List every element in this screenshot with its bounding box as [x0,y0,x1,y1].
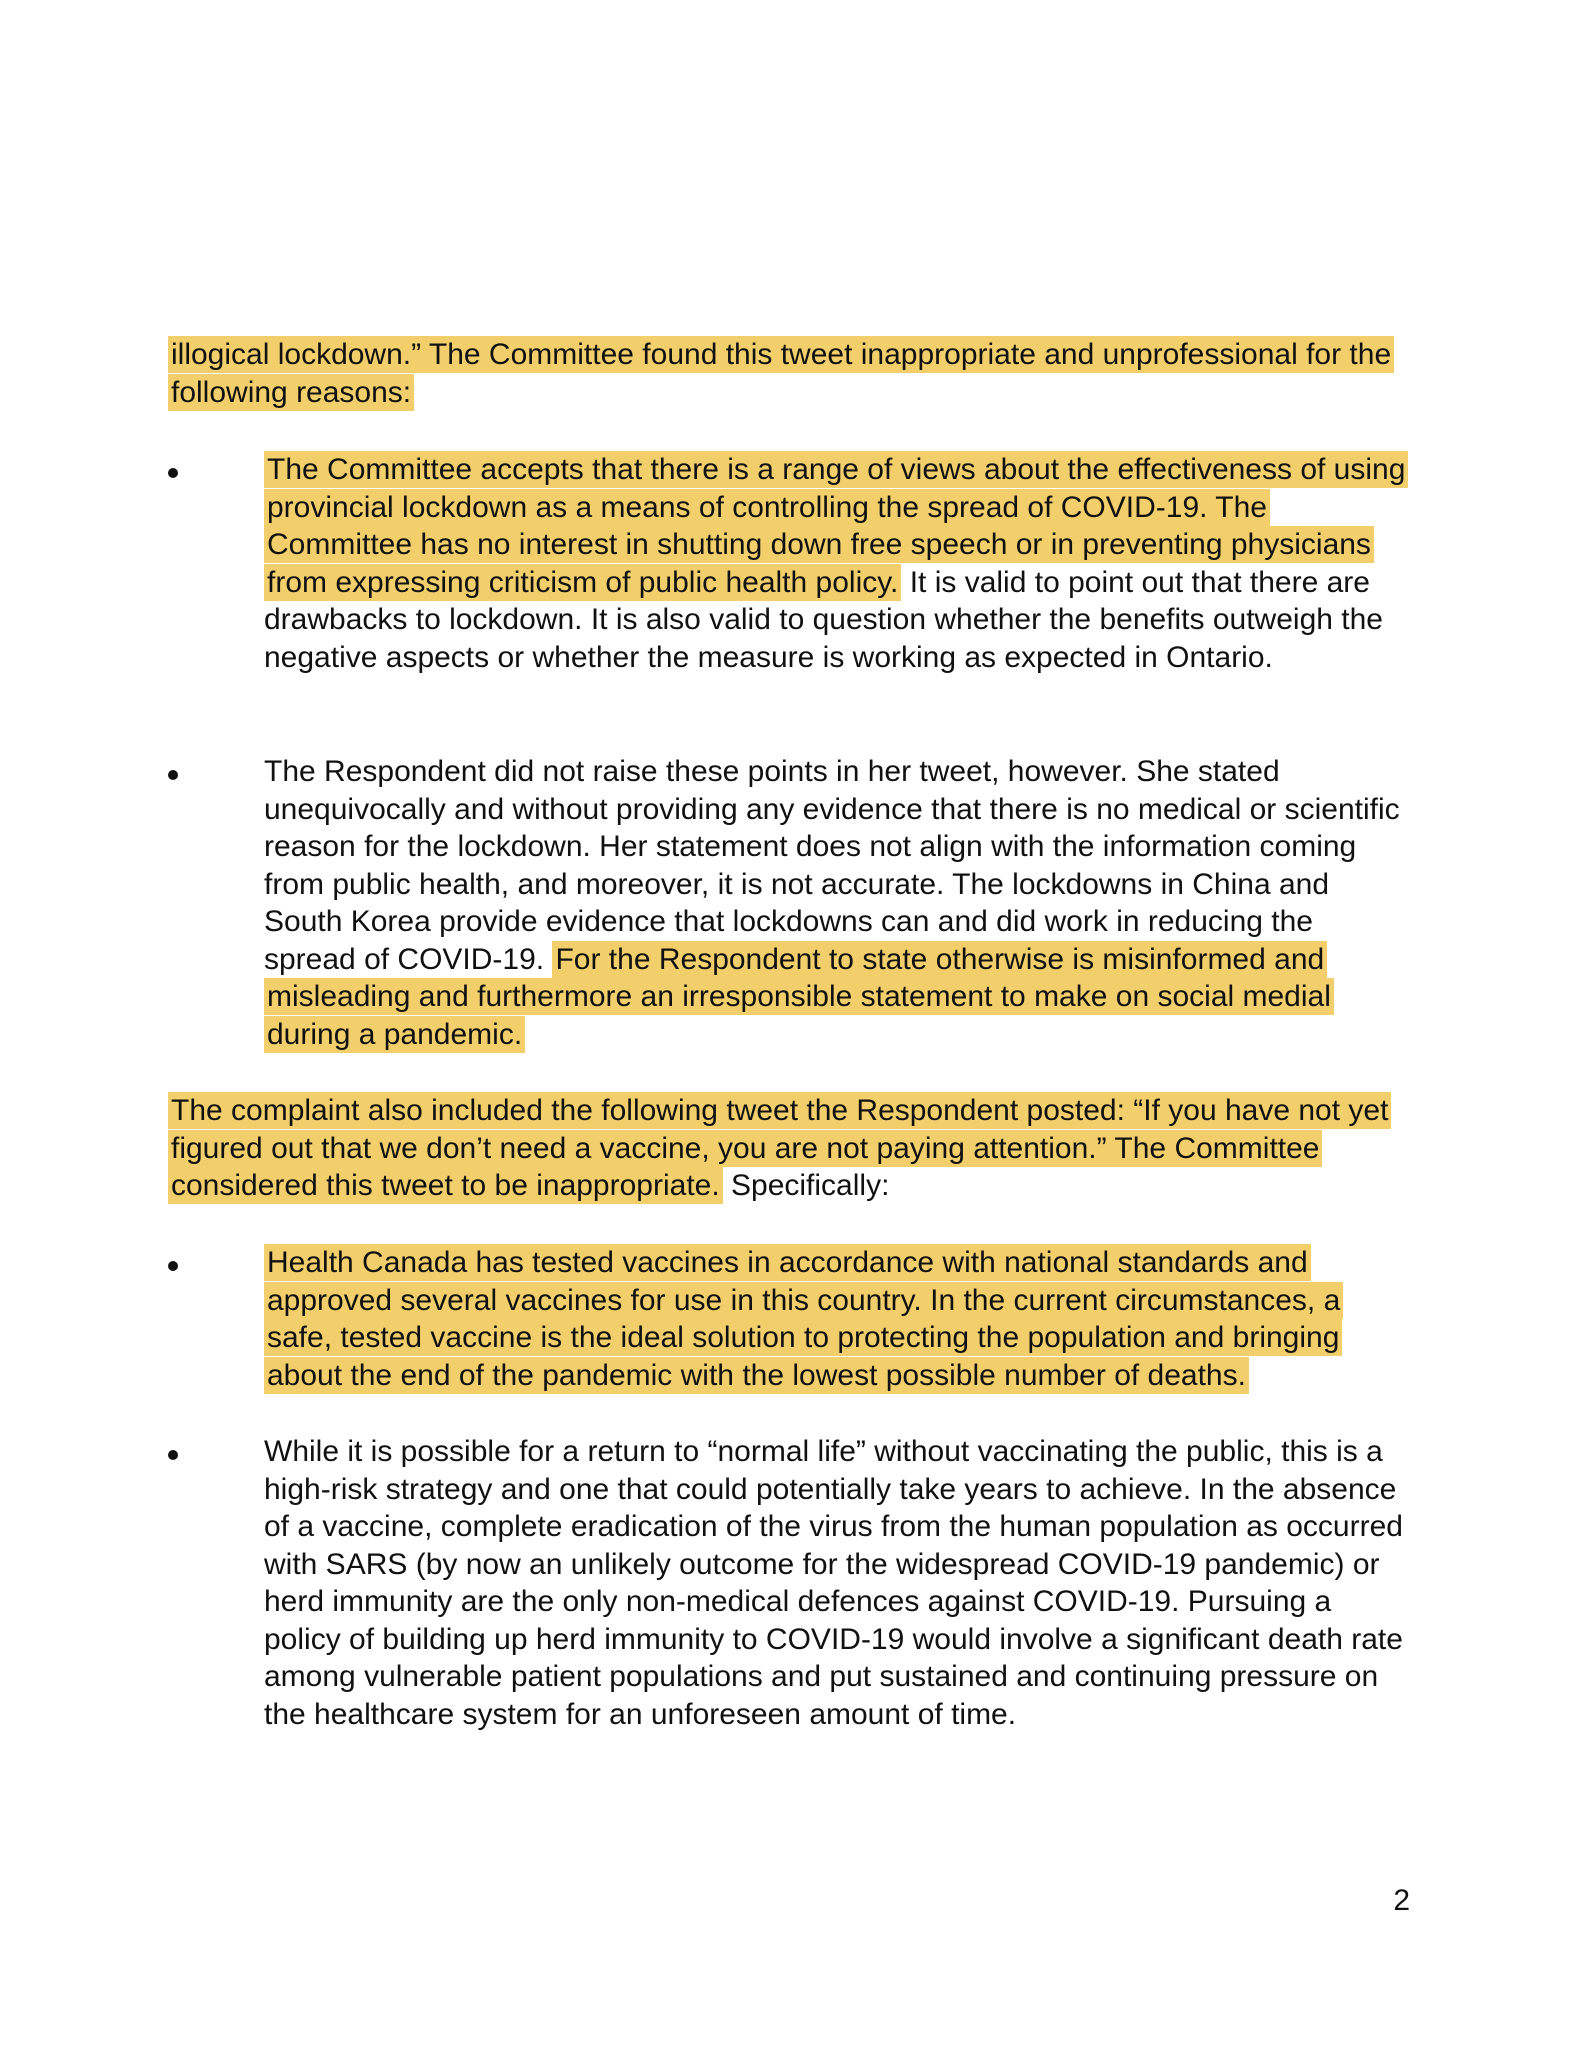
highlighted-text: The Committee accepts that there is a range of views about the effectiveness of using provincial lockdown as a means of controlling the spread of COVID-19. The Committee has no interest in shutting down free speech or in preventing physicians from expressing criticism of public health policy. [264,451,1408,601]
list-item-text [264,451,1412,676]
highlighted-text: The complaint also included the following tweet the Respondent posted: “If you have not yet figured out that we don’t need a vaccine, you are not paying attention.” The Committee considered this tweet to be inappropriate. [168,1092,1391,1204]
plain-text: The Respondent did not raise these points in her tweet, however. She stated unequivocally and without providing any evidence that there is no medical or scientific reason for the lockdown. Her statement does not align with the information coming from public health, and moreover, it is not accurate. The lockdowns in China and South Korea provide evidence that lockdowns can and did work in reducing the spread of COVID-19. [264,755,1400,976]
page-number: 2 [1393,1884,1410,1917]
bullet-icon [168,468,178,478]
highlighted-text: Health Canada has tested vaccines in accordance with national standards and approved several vaccines for use in this country. In the current circumstances, a safe, tested vaccine is the ideal solution to protecting the population and bringing about the end of the pandemic with the lowest possible number of deaths. [264,1244,1343,1394]
bullet-icon [168,1450,178,1460]
list-item [212,1244,1412,1394]
list-item-text [264,1244,1412,1394]
plain-text: While it is possible for a return to “normal life” without vaccinating the public, this is a high-risk strategy and one that could potentially take years to achieve. In the absence of a vaccine, complete eradication of the virus from the human population as occurred with SARS (by now an unlikely outcome for the widespread COVID-19 pandemic) or herd immunity are the only non-medical defences against COVID-19. Pursuing a policy of building up herd immunity to COVID-19 would involve a significant death rate among vulnerable patient populations and put sustained and continuing pressure on the healthcare system for an unforeseen amount of time. [264,1435,1403,1731]
highlighted-text: For the Respondent to state otherwise is misinformed and misleading and furthermore an irresponsible statement to make on social medial during a pandemic. [264,941,1334,1053]
paragraph-complaint [168,1092,1408,1205]
list-item-text [264,753,1412,1053]
bullet-icon [168,770,178,780]
paragraph-intro [168,336,1408,411]
bullet-icon [168,1261,178,1271]
list-item-text [264,1433,1412,1733]
list-item [212,1433,1412,1733]
plain-text: Specifically: [722,1169,890,1202]
list-item [212,753,1412,1053]
list-item [212,451,1412,676]
plain-text: It is valid to point out that there are drawbacks to lockdown. It is also valid to question whether the benefits outweigh the negative aspects or whether the measure is working as expected in Ontario. [264,565,1383,674]
highlighted-text: illogical lockdown.” The Committee found this tweet inappropriate and unprofessional for the following reasons: [168,336,1394,411]
